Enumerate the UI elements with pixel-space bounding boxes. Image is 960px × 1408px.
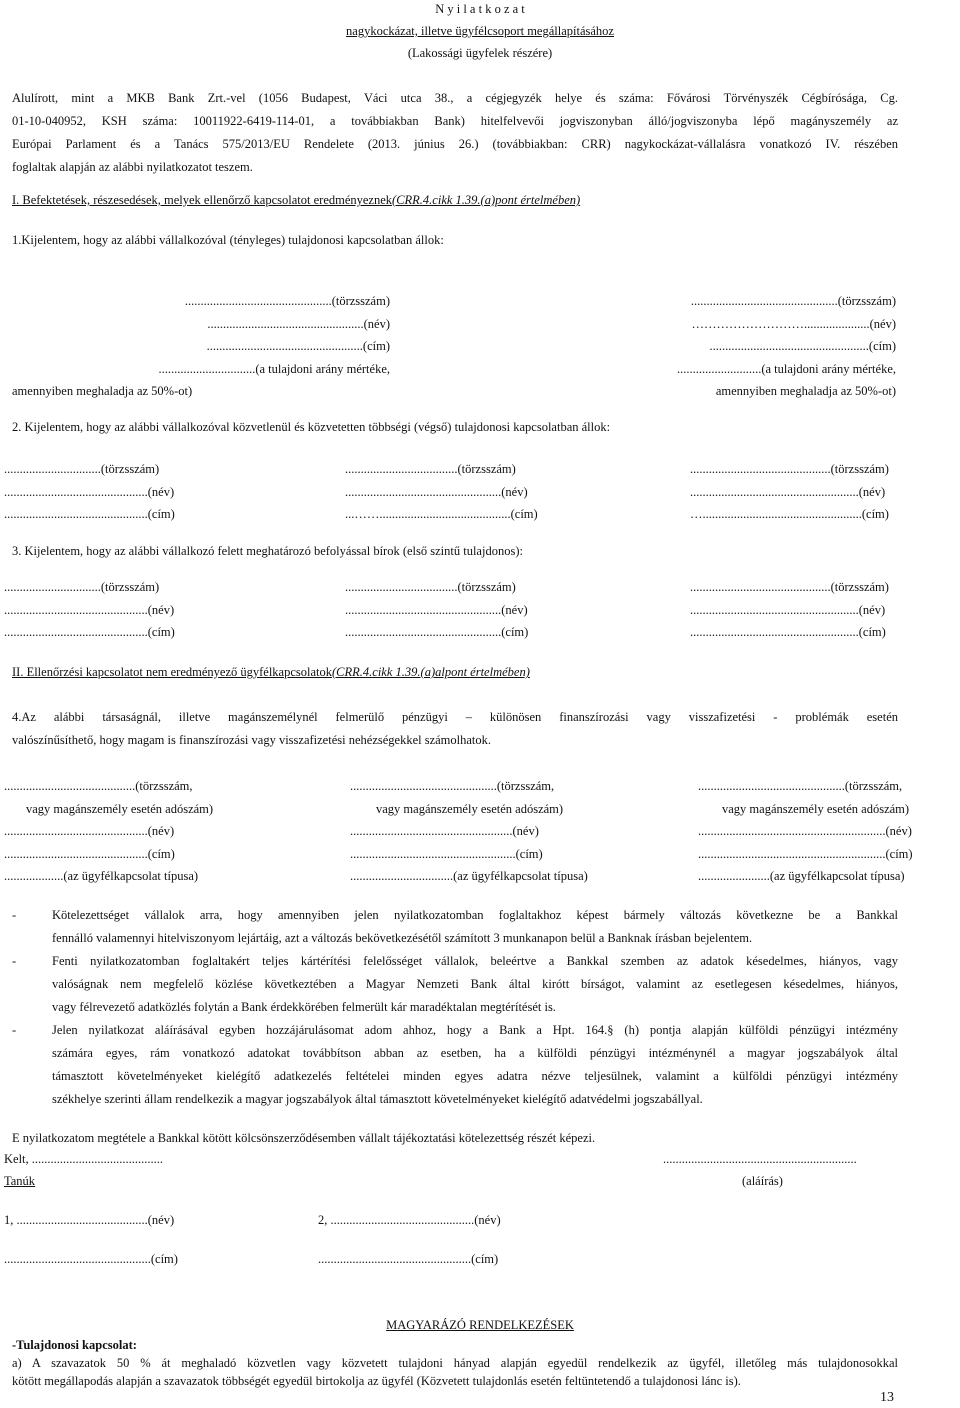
item4-c1-torzsszam: ..........................................(törzsszám, [4, 779, 193, 793]
explanations-line-1: a) A szavazatok 50 % át meghaladó közvetlen vagy közvetett tulajdoni hányad alapján egyedül rendelkezik az ügyfél, illetőleg más tulajdonosokkal [12, 1356, 898, 1370]
item1-right-torzsszam: ...............................................(törzsszám) [690, 294, 896, 308]
item3-col-2 [345, 576, 528, 644]
bullet-3-line-1: Jelen nyilatkozat aláírásával egyben hozzájárulásomat adom ahhoz, hogy a Bank a Hpt. 164.§ (h) pontja alapján külföldi pénzügyi intézmény [52, 1023, 898, 1037]
subtitle-text: nagykockázat, illetve ügyfélcsoport megállapításához [346, 24, 614, 38]
item4-c2-nev: ....................................................(név) [350, 824, 539, 838]
item2-col-1 [4, 458, 175, 526]
section2-heading-text: II. Ellenőrzési kapcsolatot nem eredményező ügyfélkapcsolatok [12, 665, 333, 679]
item1-left-nev: ..................................................(név) [207, 316, 390, 331]
section1-heading-text: I. Befektetések, részesedések, melyek ellenőrző kapcsolatot eredményeznek [12, 193, 393, 207]
item1-right-arany: ...........................(a tulajdoni arány mértéke, [676, 361, 896, 376]
bullet-2-line-1: Fenti nyilatkozatomban foglaltakért teljes kártérítési felelősséget vállalok, beleértve a Bankkal szemben az adatok késedelmes, hiányos, vagy [52, 954, 898, 968]
place-date-field: Kelt, .......................................... [4, 1152, 164, 1166]
document-title: N y i l a t k o z a t [435, 2, 525, 16]
item3-c2-torzsszam: ....................................(törzsszám) [345, 580, 516, 594]
item3-c1-torzsszam: ...............................(törzsszám) [4, 580, 160, 594]
signature-label: (aláírás) [742, 1174, 783, 1188]
item2-c2-cim: ...……..........................................(cím) [345, 507, 538, 521]
item4-c1-tipus: ...................(az ügyfélkapcsolat típusa) [4, 869, 199, 883]
intro-line-2: 01-10-040952, KSH száma: 10011922-6419-114-01, a továbbiakban Bank) hitelfelvevői jogviszonyban álló/jogviszonyba lépő magányszemély az [12, 114, 898, 128]
item3-c3-nev: ......................................................(név) [690, 602, 886, 617]
item4-c3-tipus: .......................(az ügyfélkapcsolat típusa) [698, 869, 905, 883]
witness-2-name: 2, ..............................................(név) [318, 1213, 501, 1227]
item1-left-block [12, 290, 390, 403]
item4-col-3 [698, 775, 913, 888]
item3-col-3 [690, 576, 889, 644]
item1-text: 1.Kijelentem, hogy az alábbi vállalkozóval (tényleges) tulajdonosi kapcsolatban állok: [12, 233, 444, 247]
intro-line-3: Európai Parlament és a Tanács 575/2013/EU Rendelete (2013. június 26.) (továbbiakban: CRR) nagykockázat-vállalásra vonatkozó IV. részében [12, 137, 898, 151]
item3-c3-cim: ......................................................(cím) [690, 625, 886, 639]
closing-text: E nyilatkozatom megtétele a Bankkal kötött kölcsönszerződésemben vállalt tájékoztatási kötelezettség részét képezi. [12, 1131, 596, 1145]
item3-c2-cim: ..................................................(cím) [345, 625, 529, 639]
bullet-1-line-2: fennálló valamennyi hitelviszonyom lejártáig, azt a változás bekövetkezésétől számított 3 munkanapon belül a Banknak írásban bejelentem. [52, 931, 753, 945]
bullet-3-line-3: támasztott követelményeket kielégítő adatkezelés feltételei minden egyes adatra nézve teljesülnek, valamint a külföldi pénzügyi intézmény [52, 1069, 898, 1083]
witness-2-address: .................................................(cím) [318, 1252, 499, 1266]
item4-c2-cim: .....................................................(cím) [350, 846, 543, 861]
item3-c1-cim: ..............................................(cím) [4, 625, 175, 639]
explanations-subtitle: -Tulajdonosi kapcsolat: [12, 1338, 137, 1352]
item4-c3-adoszam: vagy magánszemély esetén adószám) [722, 801, 910, 816]
item2-col-2 [345, 458, 538, 526]
item3-c1-nev: ..............................................(név) [4, 602, 175, 617]
item2-c3-torzsszam: .............................................(törzsszám) [690, 462, 889, 476]
item2-c3-cim: …...................................................(cím) [690, 507, 889, 521]
item1-right-cim: ...................................................(cím) [709, 339, 896, 353]
section1-heading [12, 193, 580, 208]
section2-heading-ref: (CRR.4.cikk 1.39.(a)alpont értelmében) [332, 665, 530, 679]
bullet-3-line-4: székhelye szerinti állam rendelkezik a magyar jogszabályok által támasztott követelményeket kielégítő adatvédelmi jogszabállyal. [52, 1092, 703, 1106]
item1-left-50: amennyiben meghaladja az 50%-ot) [12, 384, 193, 398]
item4-c3-torzsszam: ...............................................(törzsszám, [698, 779, 903, 793]
item2-c2-nev: ..................................................(név) [345, 484, 528, 499]
explanations-line-2: kötött megállapodás alapján a szavazatok többségét egyedül birtokolja az ügyfél (Közvetett tulajdonlás esetén feltüntetendő a tulajdonosi lánc is). [12, 1374, 741, 1388]
item1-left-cim: ..................................................(cím) [206, 339, 390, 353]
section2-heading [12, 665, 530, 680]
item3-text: 3. Kijelentem, hogy az alábbi vállalkozó felett meghatározó befolyással bírok (első szintű tulajdonos): [12, 544, 523, 558]
item4-c2-tipus: .................................(az ügyfélkapcsolat típusa) [350, 869, 588, 883]
item2-c2-torzsszam: ....................................(törzsszám) [345, 462, 516, 476]
witnesses-label-text: Tanúk [4, 1174, 36, 1188]
witness-1-address: ...............................................(cím) [4, 1252, 178, 1266]
item3-col-1 [4, 576, 175, 644]
item4-c3-nev: ............................................................(név) [698, 824, 912, 838]
item4-c1-cim: ..............................................(cím) [4, 846, 175, 861]
item1-right-nev: ……………………….....................(név) [691, 316, 896, 331]
item4-line-1: 4.Az alábbi társaságnál, illetve magánszemélynél felmerülő pénzügyi – különösen finanszírozási vagy visszafizetési - problémák esetén [12, 710, 898, 724]
item4-c1-nev: ..............................................(név) [4, 824, 175, 838]
explanations-title [0, 1318, 960, 1333]
item1-right-50: amennyiben meghaladja az 50%-ot) [715, 384, 896, 398]
item3-c3-torzsszam: .............................................(törzsszám) [690, 580, 889, 594]
explanations-title-text: MAGYARÁZÓ RENDELKEZÉSEK [386, 1318, 574, 1332]
bullet-3-line-2: számára egyes, rám vonatkozó adatokat továbbítson abban az esetben, ha a külföldi pénzügyi intézménynél a magyar jogszabályok által [52, 1046, 898, 1060]
signature-line: .............................................................. [663, 1152, 857, 1166]
item4-col-2 [350, 775, 588, 888]
item4-line-2: valószínűsíthető, hogy magam is finanszírozási vagy visszafizetési nehézségekkel számolhatok. [12, 733, 492, 747]
item4-c2-adoszam: vagy magánszemély esetén adószám) [376, 801, 564, 816]
item1-left-torzsszam: ...............................................(törzsszám) [184, 294, 390, 308]
bullet-2-dash: - [12, 954, 17, 968]
item1-right-block [520, 290, 896, 403]
bullet-2-line-3: vagy félrevezető adatközlés folytán a Bank érdekkörében felmerült kár maradéktalan megtérítését is. [52, 1000, 556, 1014]
item4-col-1 [4, 775, 213, 888]
document-note: (Lakossági ügyfelek részére) [407, 46, 553, 60]
item2-c1-cim: ..............................................(cím) [4, 507, 175, 521]
item4-c3-cim: ............................................................(cím) [698, 846, 913, 861]
section1-heading-ref: (CRR.4.cikk 1.39.(a)pont értelmében) [392, 193, 581, 207]
witness-1-name: 1, ..........................................(név) [4, 1213, 175, 1227]
item2-c1-nev: ..............................................(név) [4, 484, 175, 499]
bullet-2-line-2: valóságnak nem megfelelő közlése következtében a Magyar Nemzeti Bank által kirótt bírságot, valamint az esetlegesen késedelmes, hiányos, [52, 977, 898, 991]
item3-c2-nev: ..................................................(név) [345, 602, 528, 617]
document-subtitle [0, 24, 960, 39]
item2-text: 2. Kijelentem, hogy az alábbi vállalkozóval közvetlenül és közvetetten többségi (végső) tulajdonosi kapcsolatban állok: [12, 420, 611, 434]
bullet-1-line-1: Kötelezettséget vállalok arra, hogy amennyiben jelen nyilatkozatomban foglaltakhoz képest bármely változás következne be a Bankkal [52, 908, 898, 922]
item2-col-3 [690, 458, 889, 526]
page-number: 13 [880, 1390, 894, 1405]
item1-left-arany: ...............................(a tulajdoni arány mértéke, [158, 361, 390, 376]
intro-line-4: foglaltak alapján az alábbi nyilatkozatot teszem. [12, 160, 253, 174]
intro-line-1: Alulírott, mint a MKB Bank Zrt.-vel (1056 Budapest, Váci utca 38., a cégjegyzék helye és száma: Fővárosi Törvényszék Cégbírósága, Cg. [12, 91, 898, 105]
bullet-3-dash: - [12, 1023, 17, 1037]
item4-c2-torzsszam: ...............................................(törzsszám, [350, 779, 555, 793]
witnesses-label [4, 1174, 35, 1189]
item4-c1-adoszam: vagy magánszemély esetén adószám) [26, 801, 214, 816]
item2-c1-torzsszam: ...............................(törzsszám) [4, 462, 160, 476]
bullet-1-dash: - [12, 908, 17, 922]
item2-c3-nev: ......................................................(név) [690, 484, 886, 499]
